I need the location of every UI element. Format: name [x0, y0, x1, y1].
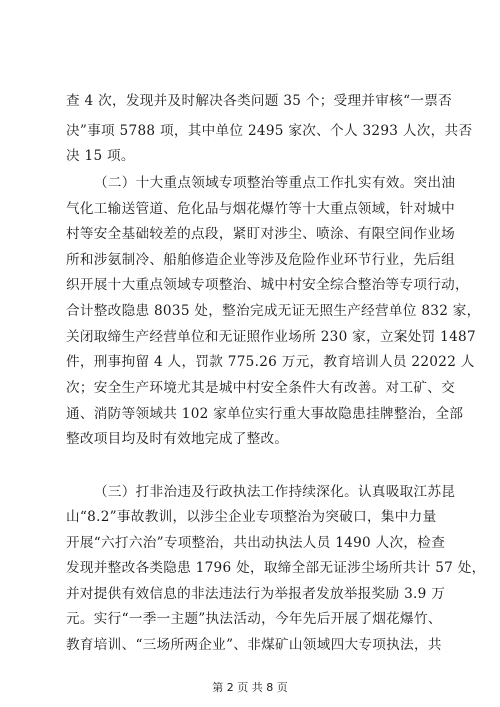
text-line: 查 4 次，发现并及时解决各类问题 35 个；受理并审核“一票否 — [66, 93, 453, 109]
text-line: 通、消防等领域共 102 家单位实行重大事故隐患挂牌整治，全部 — [66, 406, 464, 422]
text-line: 开展“六打六治”专项整治，共出动执法人员 1490 人次，检查 — [66, 535, 446, 551]
text-line: 并对提供有效信息的非法违法行为举报者发放举报奖励 3.9 万 — [66, 586, 446, 602]
text-line: （二）十大重点领域专项整治等重点工作扎实有效。突出油 — [94, 175, 456, 191]
text-line: 元。实行“一季一主题”执法活动，今年先后开展了烟花爆竹、 — [66, 611, 442, 627]
text-line: 教育培训、“三场所两企业”、非煤矿山领域四大专项执法，共 — [66, 637, 442, 653]
text-line: 关闭取缔生产经营单位和无证照作业场所 230 家，立案处罚 1487 — [66, 329, 476, 345]
text-line: 合计整改隐患 8035 处，整治完成无证无照生产经营单位 832 家， — [66, 303, 481, 319]
text-line: 次；安全生产环境尤其是城中村安全条件大有改善。对工矿、交 — [66, 380, 456, 396]
text-line: 整改项目均及时有效地完成了整改。 — [66, 431, 289, 447]
text-line: 山“8.2”事故教训，以涉尘企业专项整治为突破口，集中力量 — [66, 509, 437, 525]
text-line: 所和涉氨制冷、船舶修造企业等涉及危险作业环节行业，先后组 — [66, 252, 456, 268]
text-line: 决 15 项。 — [66, 148, 135, 164]
text-line: 村等安全基础较差的点段，紧盯对涉尘、喷涂、有限空间作业场 — [66, 226, 456, 242]
text-line: 气化工输送管道、危化品与烟花爆竹等十大重点领域，针对城中 — [66, 201, 456, 217]
text-line: 织开展十大重点领域专项整治、城中村安全综合整治等专项行动， — [66, 277, 469, 293]
text-line: 件，刑事拘留 4 人，罚款 775.26 万元，教育培训人员 22022 人 — [66, 354, 475, 370]
text-line: 发现并整改各类隐患 1796 处，取缔全部无证涉尘场所共计 57 处， — [66, 560, 486, 576]
page-footer: 第 2 页 共 8 页 — [212, 681, 288, 694]
text-line: （三）打非治违及行政执法工作持续深化。认真吸取江苏昆 — [94, 484, 456, 500]
text-line: 决”事项 5788 项，其中单位 2495 家次、个人 3293 人次，共否 — [66, 123, 473, 139]
